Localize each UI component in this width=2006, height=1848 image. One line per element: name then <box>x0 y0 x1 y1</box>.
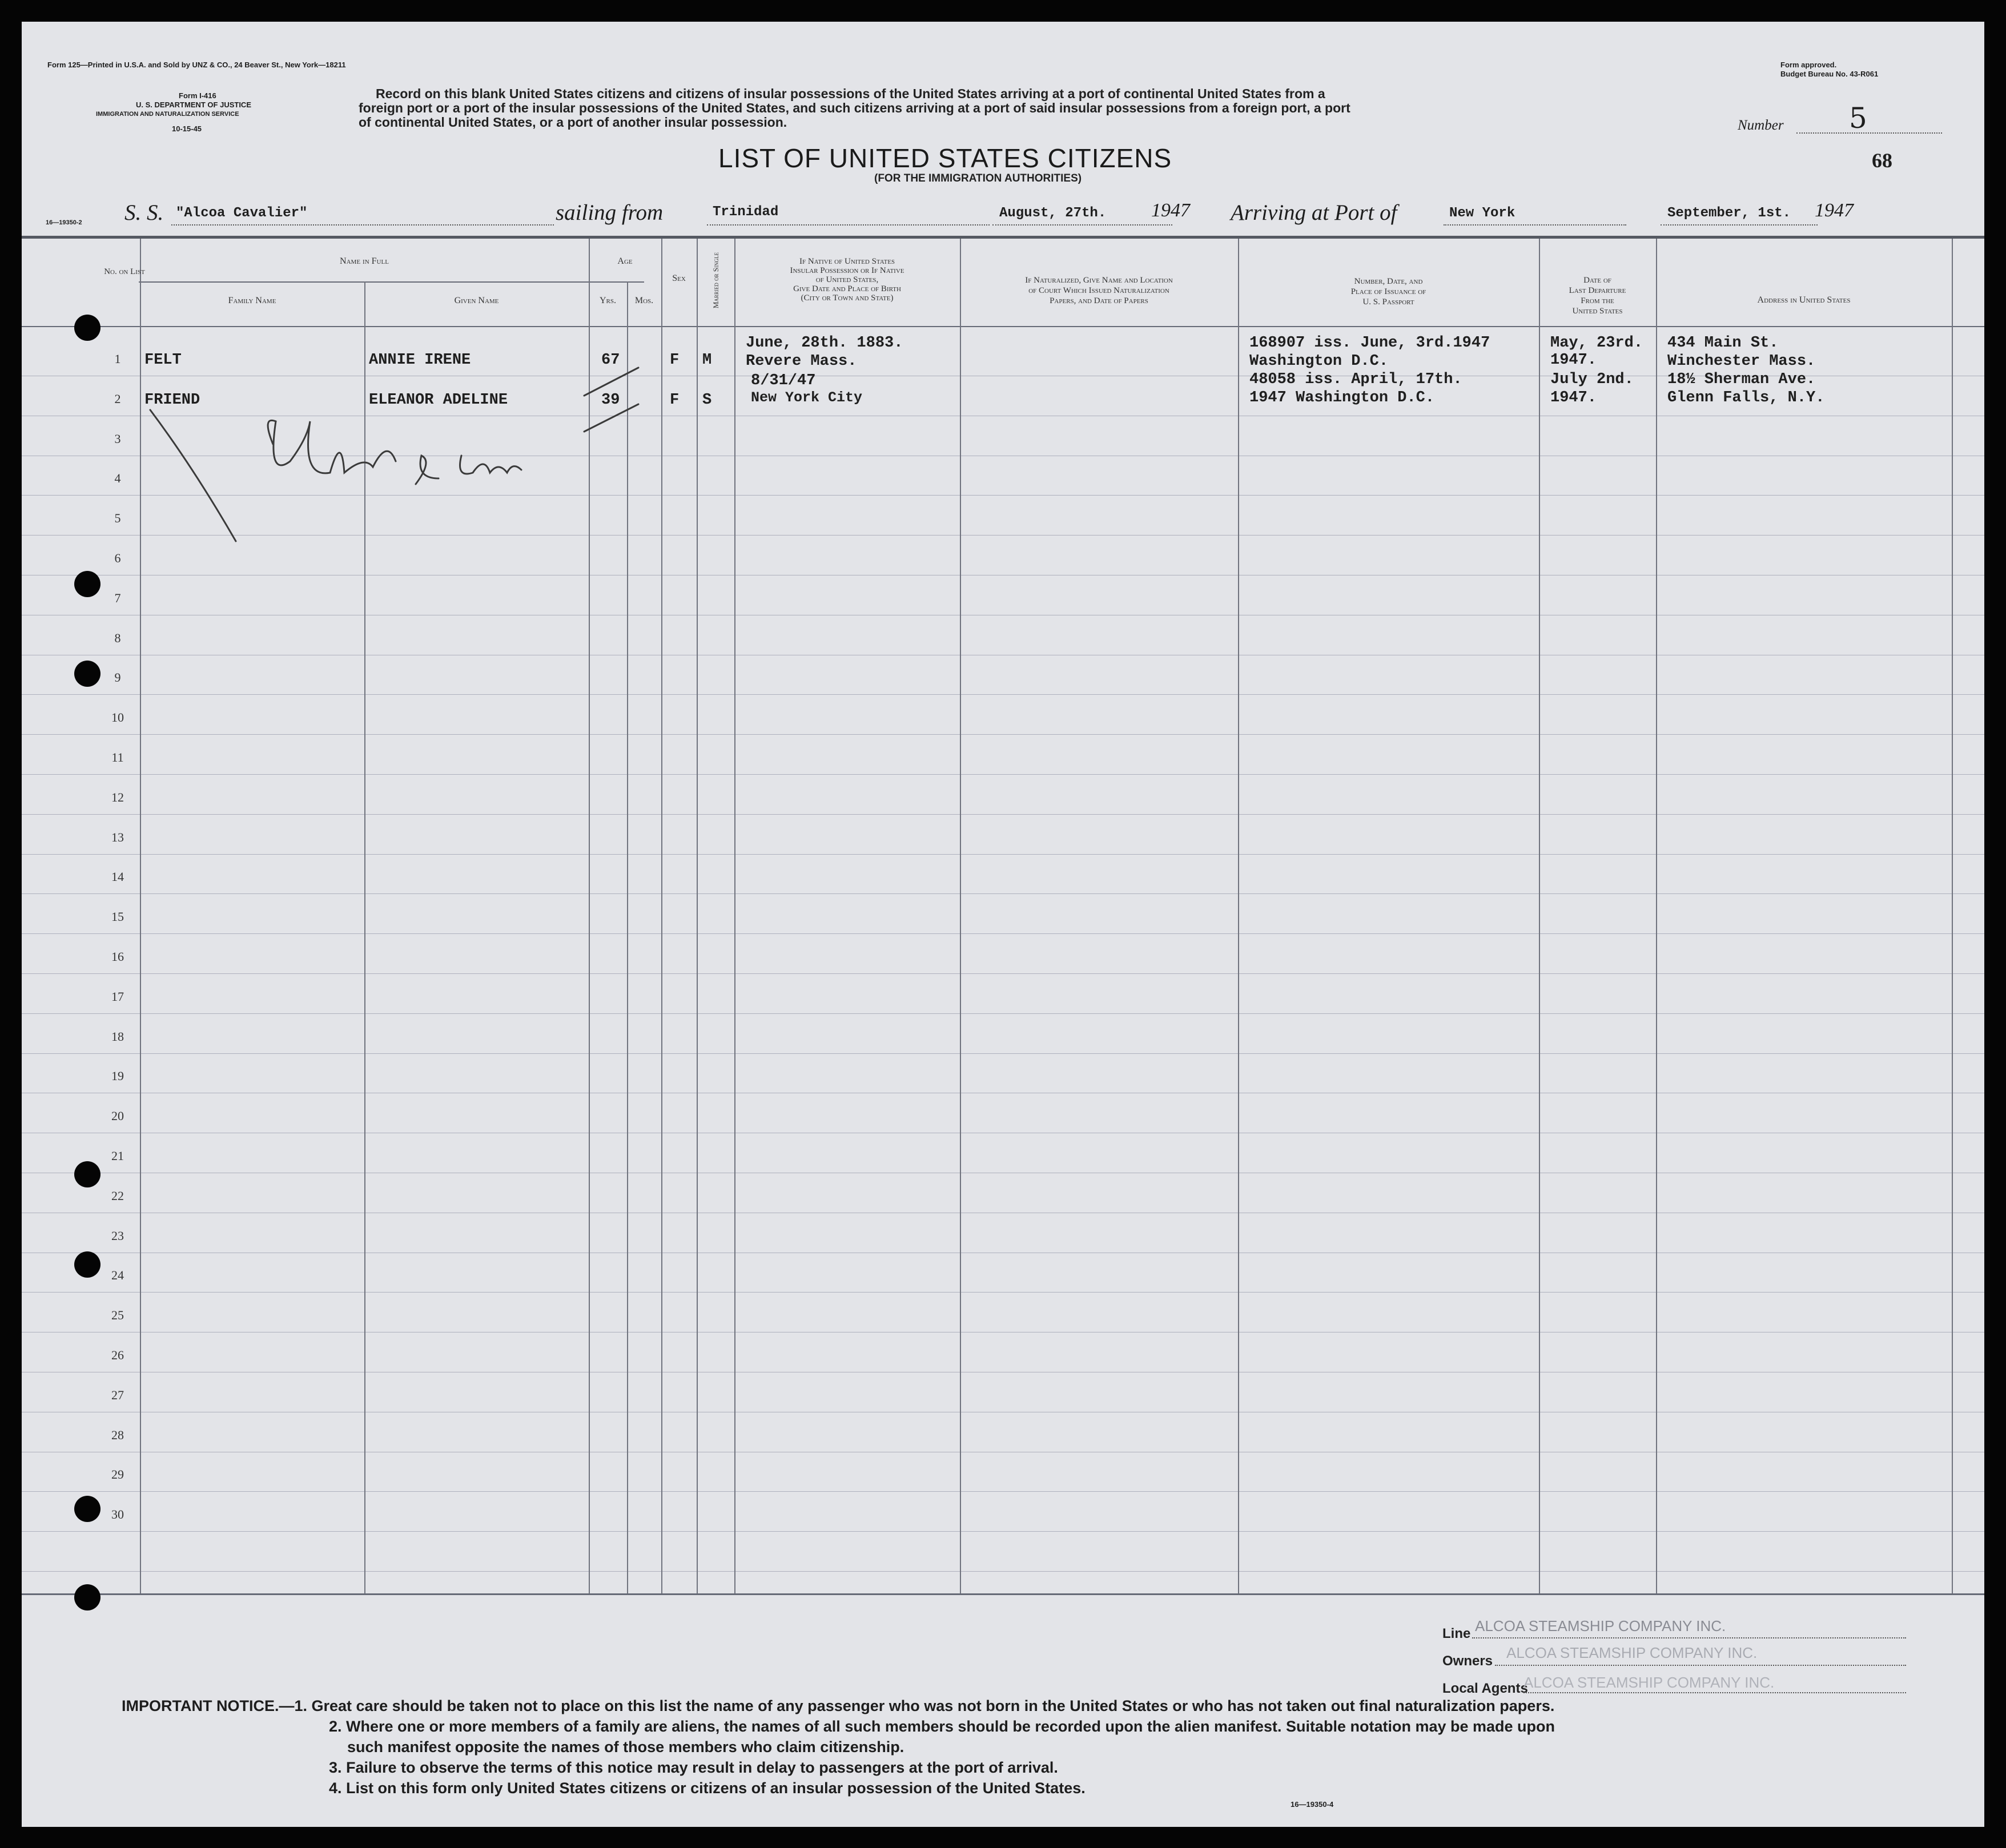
owners-stamp: ALCOA STEAMSHIP COMPANY INC. <box>1506 1644 1758 1661</box>
row-number: 11 <box>111 750 124 764</box>
header-native-4: Give Date and Place of Birth <box>793 284 901 293</box>
ruled-line <box>22 1013 1984 1014</box>
binding-hole-3 <box>74 661 100 687</box>
page-subtitle: (FOR THE IMMIGRATION AUTHORITIES) <box>874 172 1082 184</box>
pen-stroke-diagonal <box>150 410 236 541</box>
header-married-single: Married or Single <box>711 252 720 309</box>
row1-address-street: 434 Main St. <box>1667 335 1779 352</box>
intro-line-1: Record on this blank United States citizens and citizens of insular possessions of the United States arriving at a port of continental United States from a <box>376 86 1325 101</box>
row2-age: 39 <box>601 392 620 409</box>
row2-address-street: 18½ Sherman Ave. <box>1667 371 1816 388</box>
important-notice <box>122 1696 1555 1798</box>
header-age: Age <box>617 256 633 266</box>
row-number: 12 <box>111 790 124 804</box>
ruled-line <box>22 1531 1984 1532</box>
form-date-code: 10-15-45 <box>172 124 202 133</box>
age-tick-1 <box>584 368 638 396</box>
header-native-5: (City or Town and State) <box>801 293 894 303</box>
row1-departure-year: 1947. <box>1550 352 1597 369</box>
header-dep-1: Date of <box>1583 276 1611 285</box>
row-number: 24 <box>111 1268 124 1282</box>
ruled-line <box>22 814 1984 815</box>
row-number: 5 <box>114 511 121 525</box>
row-number: 3 <box>114 432 121 446</box>
row-number: 4 <box>114 471 121 485</box>
row1-family-name: FELT <box>144 352 182 369</box>
sailing-from-label: sailing from <box>556 200 664 225</box>
ruled-line <box>22 734 1984 735</box>
handwritten-marks <box>22 22 1984 593</box>
number-value: 5 <box>1849 102 1867 135</box>
row2-status: S <box>702 392 712 409</box>
department: U. S. DEPARTMENT OF JUSTICE <box>136 100 251 109</box>
row-number: 1 <box>114 352 121 366</box>
agents-stamp: ALCOA STEAMSHIP COMPANY INC. <box>1523 1674 1775 1691</box>
row-number: 15 <box>111 909 124 924</box>
row-number: 27 <box>111 1388 124 1402</box>
ruled-line <box>22 1491 1984 1492</box>
row1-birth-place: Revere Mass. <box>746 353 857 370</box>
header-native-3: of United States, <box>815 275 879 284</box>
header-pass-2: Place of Issuance of <box>1350 287 1426 296</box>
row2-departure: July 2nd. <box>1550 371 1634 388</box>
sailing-year: 1947 <box>1151 200 1190 221</box>
service: IMMIGRATION AND NATURALIZATION SERVICE <box>96 111 239 118</box>
header-nat-2: of Court Which Issued Naturalization <box>1028 286 1169 295</box>
binding-hole-6 <box>74 1496 100 1522</box>
row-number: 19 <box>111 1069 124 1083</box>
ship-name: "Alcoa Cavalier" <box>176 206 308 221</box>
intro-line-2: foreign port or a port of the insular possessions of the United States, and such citizens arriving at a port of said insular possessions from a foreign port, a port <box>359 100 1350 115</box>
header-nat-3: Papers, and Date of Papers <box>1050 296 1148 305</box>
header-sex: Sex <box>672 273 686 283</box>
notice-3: 3. Failure to observe the terms of this notice may result in delay to passengers at the port of arrival. <box>329 1759 1058 1776</box>
row1-given-name: ANNIE IRENE <box>369 352 471 369</box>
arrival-port: New York <box>1449 206 1515 221</box>
arrival-date: September, 1st. <box>1667 206 1791 221</box>
time-annotation <box>416 456 521 484</box>
table-bottom-rule <box>22 1593 1984 1595</box>
line-label: Line <box>1442 1626 1471 1641</box>
header-given-name: Given Name <box>454 296 499 305</box>
budget-bureau: Budget Bureau No. 43-R061 <box>1780 70 1879 78</box>
number-label: Number <box>1738 118 1784 133</box>
header-pass-3: U. S. Passport <box>1362 297 1414 307</box>
row-number: 14 <box>111 869 124 884</box>
header-native-1: If Native of United States <box>799 257 895 266</box>
inspector-signature <box>268 420 396 473</box>
ruled-line <box>22 1292 1984 1293</box>
ss-label: S. S. <box>124 200 164 225</box>
row1-sex: F <box>670 352 680 369</box>
row-number: 13 <box>111 830 124 844</box>
ruled-line <box>22 973 1984 974</box>
ruled-line <box>22 854 1984 855</box>
ruled-line <box>22 893 1984 894</box>
row1-age: 67 <box>601 352 620 369</box>
notice-title: IMPORTANT NOTICE.— <box>122 1697 295 1714</box>
row-number: 28 <box>111 1428 124 1442</box>
owners-underline <box>1495 1665 1906 1666</box>
arrival-year: 1947 <box>1815 200 1854 221</box>
page-title: LIST OF UNITED STATES CITIZENS <box>718 143 1172 173</box>
page-number: 68 <box>1872 149 1892 172</box>
row2-address-city: Glenn Falls, N.Y. <box>1667 389 1825 406</box>
form-approved: Form approved. <box>1780 61 1837 69</box>
bottom-code: 16—19350-4 <box>1291 1800 1334 1809</box>
row-number: 10 <box>111 710 124 724</box>
row-number: 8 <box>114 631 121 645</box>
ruled-line <box>22 933 1984 934</box>
row-number: 17 <box>111 989 124 1004</box>
arriving-label: Arriving at Port of <box>1231 200 1397 225</box>
header-mos: Mos. <box>634 296 654 305</box>
header-name-in-full: Name in Full <box>340 256 389 266</box>
header-address: Address in United States <box>1757 295 1851 305</box>
header-pass-1: Number, Date, and <box>1354 277 1423 286</box>
row-number: 7 <box>114 591 121 605</box>
row2-given-name: ELEANOR ADELINE <box>369 392 508 409</box>
row2-birth-place: New York City <box>751 389 863 406</box>
row2-passport-place: 1947 Washington D.C. <box>1249 389 1435 406</box>
line-stamp: ALCOA STEAMSHIP COMPANY INC. <box>1475 1617 1726 1634</box>
row1-address-city: Winchester Mass. <box>1667 353 1816 370</box>
header-nat-1: If Naturalized, Give Name and Location <box>1025 276 1173 285</box>
owners-label: Owners <box>1442 1653 1493 1669</box>
sailing-date: August, 27th. <box>999 206 1107 221</box>
binding-hole-1 <box>74 315 100 341</box>
printer-line: Form 125—Printed in U.S.A. and Sold by UNZ & CO., 24 Beaver St., New York—18211 <box>47 61 346 69</box>
binding-hole-7 <box>74 1584 100 1611</box>
notice-4: 4. List on this form only United States citizens or citizens of an insular possession of the United States. <box>329 1779 1086 1797</box>
row-number: 6 <box>114 551 121 565</box>
header-yrs: Yrs. <box>599 296 616 305</box>
notice-2b: such manifest opposite the names of those members who claim citizenship. <box>347 1738 904 1756</box>
row1-status: M <box>702 352 712 369</box>
binding-hole-2 <box>74 571 100 597</box>
row1-passport-place: Washington D.C. <box>1249 353 1389 370</box>
ruled-line <box>22 1571 1984 1572</box>
row-number: 23 <box>111 1229 124 1243</box>
row-number: 2 <box>114 392 121 406</box>
notice-2a: 2. Where one or more members of a family are aliens, the names of all such members should be recorded upon the alien manifest. Suitable notation may be made upon <box>329 1718 1555 1735</box>
side-code: 16—19350-2 <box>46 219 82 226</box>
age-tick-2 <box>584 404 638 432</box>
row2-birth-note: 8/31/47 <box>751 372 816 389</box>
row-number: 29 <box>111 1467 124 1481</box>
row2-sex: F <box>670 392 680 409</box>
header-family-name: Family Name <box>228 296 276 305</box>
header-no-on-list: No. on List <box>104 267 145 276</box>
departure-port: Trinidad <box>713 204 779 220</box>
row1-birth-date: June, 28th. 1883. <box>746 335 903 352</box>
row-number: 9 <box>114 670 121 685</box>
binding-hole-4 <box>74 1161 100 1187</box>
row-number: 25 <box>111 1308 124 1322</box>
row-number: 21 <box>111 1149 124 1163</box>
row-number: 16 <box>111 949 124 964</box>
intro-line-3: of continental United States, or a port of another insular possession. <box>359 115 787 130</box>
binding-hole-5 <box>74 1251 100 1278</box>
row2-passport: 48058 iss. April, 17th. <box>1249 371 1462 388</box>
row2-family-name: FRIEND <box>144 392 200 409</box>
row-number: 22 <box>111 1189 124 1203</box>
ruled-line <box>22 774 1984 775</box>
line-underline <box>1472 1637 1906 1638</box>
row-number: 26 <box>111 1348 124 1362</box>
header-dep-3: From the <box>1581 296 1614 305</box>
row2-departure-year: 1947. <box>1550 389 1597 406</box>
row1-departure: May, 23rd. <box>1550 335 1643 352</box>
row-number: 20 <box>111 1109 124 1123</box>
row-number: 30 <box>111 1507 124 1521</box>
header-dep-2: Last Departure <box>1569 286 1626 295</box>
form-number: Form I-416 <box>179 91 216 100</box>
header-dep-4: United States <box>1572 307 1623 316</box>
ruled-line <box>22 694 1984 695</box>
notice-1: 1. Great care should be taken not to place on this list the name of any passenger who was not born in the United States or who has not taken out final naturalization papers. <box>294 1697 1555 1714</box>
ruled-line <box>22 1053 1984 1054</box>
local-agents-label: Local Agents <box>1442 1681 1528 1696</box>
header-native-2: Insular Possession or If Native <box>790 266 904 275</box>
manifest-sheet <box>22 22 1984 1827</box>
row-number: 18 <box>111 1029 124 1044</box>
agents-underline <box>1523 1692 1906 1693</box>
row1-passport: 168907 iss. June, 3rd.1947 <box>1249 335 1490 352</box>
